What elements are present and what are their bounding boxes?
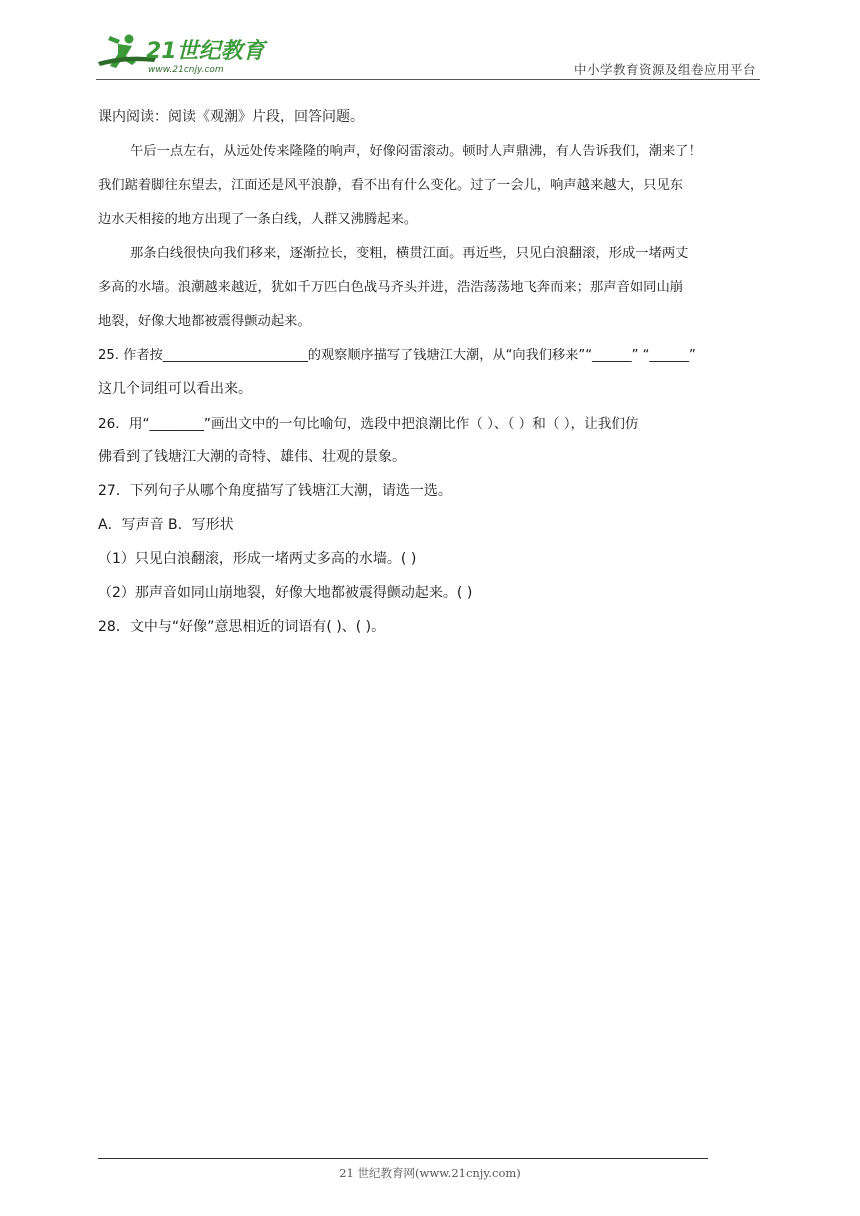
passage-line: 午后一点左右，从远处传来隆隆的响声，好像闷雷滚动。顿时人声鼎沸，有人告诉我们，潮来了！ <box>130 144 702 159</box>
logo-url: www.21cnjy.com <box>148 65 224 75</box>
question-27-item-1: （1）只见白浪翻滚，形成一堵两丈多高的水墙。( ) <box>98 551 417 567</box>
reading-intro: 课内阅读：阅读《观潮》片段，回答问题。 <box>98 109 364 125</box>
question-25: 25. 作者按______________________的观察顺序描写了钱塘江大潮，从“向我们移来”“______” “______” <box>98 348 696 363</box>
passage-line: 地裂，好像大地都被震得颤动起来。 <box>98 314 311 329</box>
question-27-item-2: （2）那声音如同山崩地裂，好像大地都被震得颤动起来。( ) <box>98 585 473 601</box>
question-27: 27．下列句子从哪个角度描写了钱塘江大潮，请选一选。 <box>98 483 452 499</box>
passage-line: 那条白线很快向我们移来，逐渐拉长，变粗，横贯江面。再近些，只见白浪翻滚，形成一堵两丈 <box>130 246 689 261</box>
passage-line: 多高的水墙。浪潮越来越近，犹如千万匹白色战马齐头并进，浩浩荡荡地飞奔而来；那声音如同山崩 <box>98 280 684 295</box>
logo-text: 21世纪教育 <box>146 39 265 64</box>
question-25-cont: 这几个词组可以看出来。 <box>98 381 252 397</box>
page-header <box>96 30 760 80</box>
logo <box>96 32 271 76</box>
passage-line: 我们踮着脚往东望去，江面还是风平浪静，看不出有什么变化。过了一会儿，响声越来越大，只见东 <box>98 178 684 193</box>
footer-divider <box>98 1158 708 1159</box>
page-footer: 21 世纪教育网(www.21cnjy.com) <box>339 1166 521 1180</box>
passage-line: 边水天相接的地方出现了一条白线，人群又沸腾起来。 <box>98 212 418 227</box>
platform-name: 中小学教育资源及组卷应用平台 <box>573 62 756 77</box>
question-26-cont: 佛看到了钱塘江大潮的奇特、雄伟、壮观的景象。 <box>98 449 406 465</box>
question-28: 28．文中与“好像”意思相近的词语有( )、( )。 <box>98 619 386 635</box>
question-27-options: A．写声音 B．写形状 <box>98 517 234 533</box>
question-26: 26．用“________”画出文中的一句比喻句，选段中把浪潮比作（ ）、（ ）和（ ），让我们仿 <box>98 416 639 432</box>
header-divider <box>96 79 760 80</box>
